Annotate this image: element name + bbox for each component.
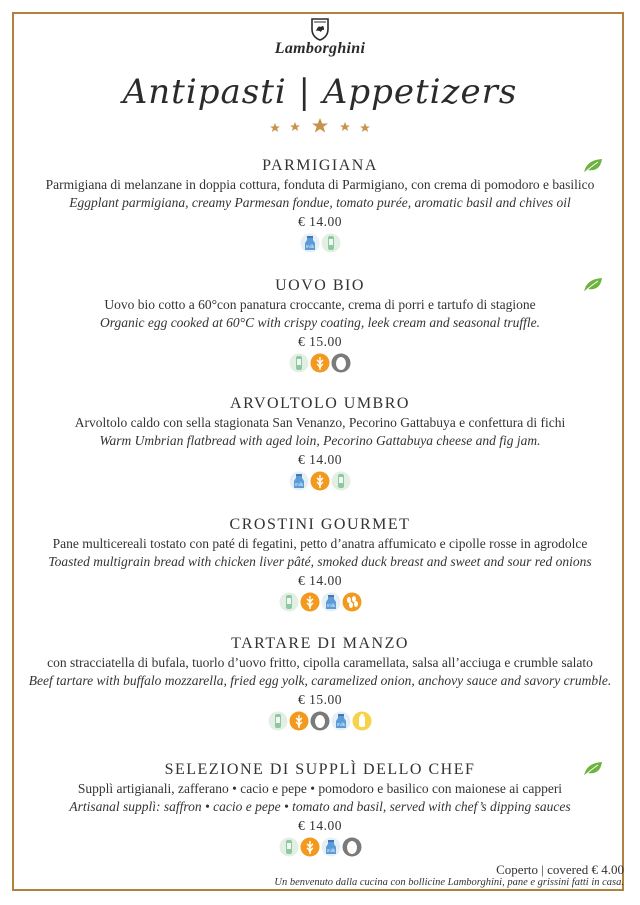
gluten-icon [300, 592, 320, 612]
allergen-icons [16, 837, 624, 859]
dish-price: € 14.00 [298, 573, 342, 588]
dish-description-it: Parmigiana di melanzane in doppia cottura, fonduta di Parmigiano, con crema di pomodoro e basilico [45, 177, 595, 192]
dish-item [16, 276, 624, 375]
dish-item [16, 634, 624, 733]
welcome-note: Un benvenuto dalla cucina con bollicine Lamborghini, pane e grissini fatti in casa. [274, 877, 624, 888]
mustard-icon [352, 711, 372, 731]
dish-price: € 15.00 [298, 692, 342, 707]
egg-icon [331, 353, 351, 373]
dish-name: ARVOLTOLO UMBRO [230, 395, 410, 412]
milk-icon [321, 592, 341, 612]
dish-name: CROSTINI GOURMET [229, 516, 411, 533]
allergen-icons [16, 592, 624, 614]
stars-icon [0, 117, 640, 140]
svg-text:milk: milk [305, 244, 314, 249]
allergen-icons [16, 353, 624, 375]
crest-icon [309, 17, 331, 41]
dish-item [16, 394, 624, 493]
brand-name: Lamborghini [274, 40, 366, 57]
dish-item [16, 515, 624, 614]
dish-name: PARMIGIANA [262, 157, 378, 174]
dish-description-en: Toasted multigrain bread with chicken liver pâté, smoked duck breast and sweet and sour red onions [48, 554, 592, 569]
celery-icon [279, 592, 299, 612]
dish-description-en: Eggplant parmigiana, creamy Parmesan fondue, tomato purée, aromatic basil and chives oil [69, 195, 571, 210]
dish-price: € 15.00 [298, 334, 342, 349]
page-title: Antipasti | Appetizers [122, 72, 518, 112]
allergen-icons [16, 233, 624, 255]
gluten-icon [310, 471, 330, 491]
dish-item [16, 156, 624, 255]
egg-icon [310, 711, 330, 731]
dish-description-it: Uovo bio cotto a 60°con panatura croccante, crema di porri e tartufo di stagione [104, 297, 536, 312]
allergen-icons [16, 711, 624, 733]
dish-description-en: Beef tartare with buffalo mozzarella, fried egg yolk, caramelized onion, anchovy sauce and savory crumble. [28, 673, 612, 688]
dish-price: € 14.00 [298, 818, 342, 833]
celery-icon [268, 711, 288, 731]
dish-description-it: Pane multicereali tostato con paté di fegatini, petto d’anatra affumicato e cipolle rosse in agrodolce [52, 536, 588, 551]
sesame-icon [342, 592, 362, 612]
celery-icon [289, 353, 309, 373]
dish-item [16, 760, 624, 859]
leaf-icon [582, 760, 604, 778]
milk-icon [289, 471, 309, 491]
celery-icon [279, 837, 299, 857]
dish-description-it: con stracciatella di bufala, tuorlo d’uovo fritto, cipolla caramellata, salsa all’acciuga e crumble salato [47, 655, 593, 670]
dish-description-en: Artisanal supplì: saffron • cacio e pepe • tomato and basil, served with chef’s dipping sauces [69, 799, 571, 814]
svg-text:milk: milk [326, 848, 335, 853]
dish-description-it: Arvoltolo caldo con sella stagionata San Venanzo, Pecorino Gattabuya e confettura di fichi [74, 415, 566, 430]
cover-charge: Coperto | covered € 4.00 [496, 862, 624, 877]
dish-name: SELEZIONE DI SUPPLÌ DELLO CHEF [164, 761, 476, 778]
svg-text:milk: milk [326, 603, 335, 608]
celery-icon [321, 233, 341, 253]
dish-description-en: Warm Umbrian flatbread with aged loin, Pecorino Gattabuya cheese and fig jam. [99, 433, 541, 448]
brand-logo [0, 17, 640, 58]
dish-price: € 14.00 [298, 214, 342, 229]
celery-icon [331, 471, 351, 491]
svg-text:milk: milk [336, 722, 346, 727]
svg-text:milk: milk [294, 482, 304, 487]
allergen-icons [16, 471, 624, 493]
dish-price: € 14.00 [298, 452, 342, 467]
egg-icon [342, 837, 362, 857]
dish-description-it: Supplì artigianali, zafferano • cacio e pepe • pomodoro e basilico con maionese ai capperi [77, 781, 563, 796]
leaf-icon [582, 157, 604, 175]
milk-icon [300, 233, 320, 253]
gluten-icon [300, 837, 320, 857]
dish-description-en: Organic egg cooked at 60°C with crispy coating, leek cream and seasonal truffle. [99, 315, 541, 330]
milk-icon [331, 711, 351, 731]
gluten-icon [289, 711, 309, 731]
dish-name: UOVO BIO [275, 277, 365, 294]
gluten-icon [310, 353, 330, 373]
milk-icon [321, 837, 341, 857]
leaf-icon [582, 276, 604, 294]
dish-name: TARTARE DI MANZO [231, 635, 409, 652]
